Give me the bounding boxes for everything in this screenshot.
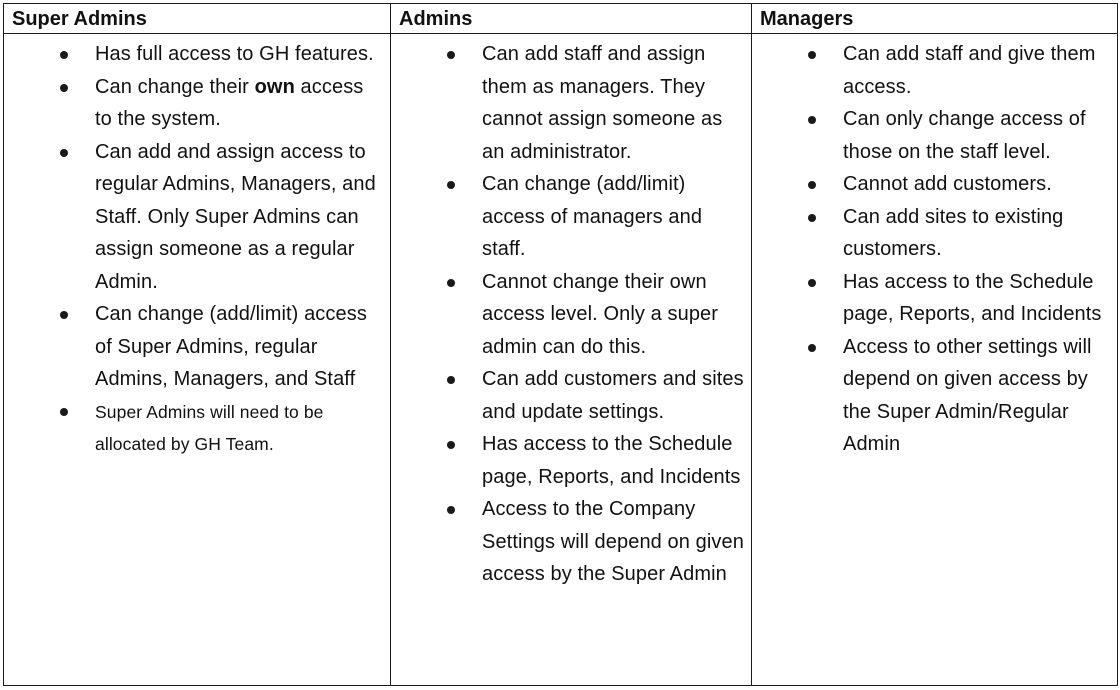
list-item-text: Can add and assign access to regular Admins, Managers, and Staff. Only Super Admins can assign someone as a regular Admin. xyxy=(95,140,376,293)
list-item-text: Access to the Company Settings will depend on given access by the Super Admin xyxy=(482,498,744,585)
bullet-icon xyxy=(60,51,68,59)
bullet-icon xyxy=(808,214,816,222)
header-super-admins: Super Admins xyxy=(4,4,391,34)
list-item-text: Can change (add/limit) access of Super Admins, regular Admins, Managers, and Staff xyxy=(95,303,367,390)
list-item xyxy=(391,363,751,428)
bullet-icon xyxy=(60,149,68,157)
table-body-row xyxy=(4,34,1118,686)
bullet-icon xyxy=(447,506,455,514)
cell-super-admins xyxy=(4,34,391,686)
bullet-icon xyxy=(447,376,455,384)
bullet-icon xyxy=(808,279,816,287)
list-item-text: Has access to the Schedule page, Reports, and Incidents xyxy=(843,270,1102,325)
list-item-text: Has access to the Schedule page, Reports, and Incidents xyxy=(482,433,741,488)
cell-managers xyxy=(752,34,1118,686)
list-item xyxy=(752,331,1117,461)
header-managers: Managers xyxy=(752,4,1118,34)
list-item xyxy=(752,38,1117,103)
list-item xyxy=(391,428,751,493)
bullet-icon xyxy=(808,344,816,352)
list-item xyxy=(4,38,390,71)
bullet-icon xyxy=(447,51,455,59)
cell-admins xyxy=(391,34,752,686)
text-segment: Can change their xyxy=(95,75,255,98)
bullet-icon xyxy=(447,441,455,449)
bullet-icon xyxy=(808,51,816,59)
table-header-row xyxy=(4,4,1118,34)
list-item-text: Can change (add/limit) access of managers and staff. xyxy=(482,173,703,260)
roles-permissions-table xyxy=(3,3,1118,686)
list-item xyxy=(391,266,751,364)
bullet-icon xyxy=(808,181,816,189)
bullet-icon xyxy=(60,408,68,416)
list-item xyxy=(4,396,390,461)
list-item xyxy=(391,168,751,266)
list-item-text: Can only change access of those on the staff level. xyxy=(843,108,1086,163)
list-item-text: Can add staff and assign them as managers. They cannot assign someone as an administrator. xyxy=(482,43,723,163)
list-item xyxy=(752,201,1117,266)
header-admins: Admins xyxy=(391,4,752,34)
bullet-icon xyxy=(447,181,455,189)
list-item-text xyxy=(95,71,384,136)
managers-list xyxy=(752,38,1117,461)
list-item-text: Cannot add customers. xyxy=(843,173,1052,195)
list-item xyxy=(752,103,1117,168)
list-item xyxy=(4,71,390,136)
list-item-text: Has full access to GH features. xyxy=(95,43,374,65)
list-item xyxy=(4,136,390,299)
list-item xyxy=(752,168,1117,201)
bold-emphasis: own xyxy=(254,75,295,98)
bullet-icon xyxy=(60,84,68,92)
list-item-text: Access to other settings will depend on given access by the Super Admin/Regular Admin xyxy=(843,335,1092,455)
bullet-icon xyxy=(60,311,68,319)
list-item-text: Can add sites to existing customers. xyxy=(843,205,1064,260)
bullet-icon xyxy=(447,279,455,287)
list-item-text: Super Admins will need to be allocated by GH Team. xyxy=(95,401,324,454)
list-item-text: Cannot change their own access level. Only a super admin can do this. xyxy=(482,270,719,358)
list-item xyxy=(752,266,1117,331)
admins-list xyxy=(391,38,751,591)
text-segment: access to the system. xyxy=(95,75,364,130)
list-item xyxy=(391,38,751,168)
list-item-text: Can add staff and give them access. xyxy=(843,43,1096,98)
bullet-icon xyxy=(808,116,816,124)
list-item-text: Can add customers and sites and update settings. xyxy=(482,368,744,423)
list-item xyxy=(4,298,390,396)
super-admins-list xyxy=(4,38,390,461)
list-item xyxy=(391,493,751,591)
